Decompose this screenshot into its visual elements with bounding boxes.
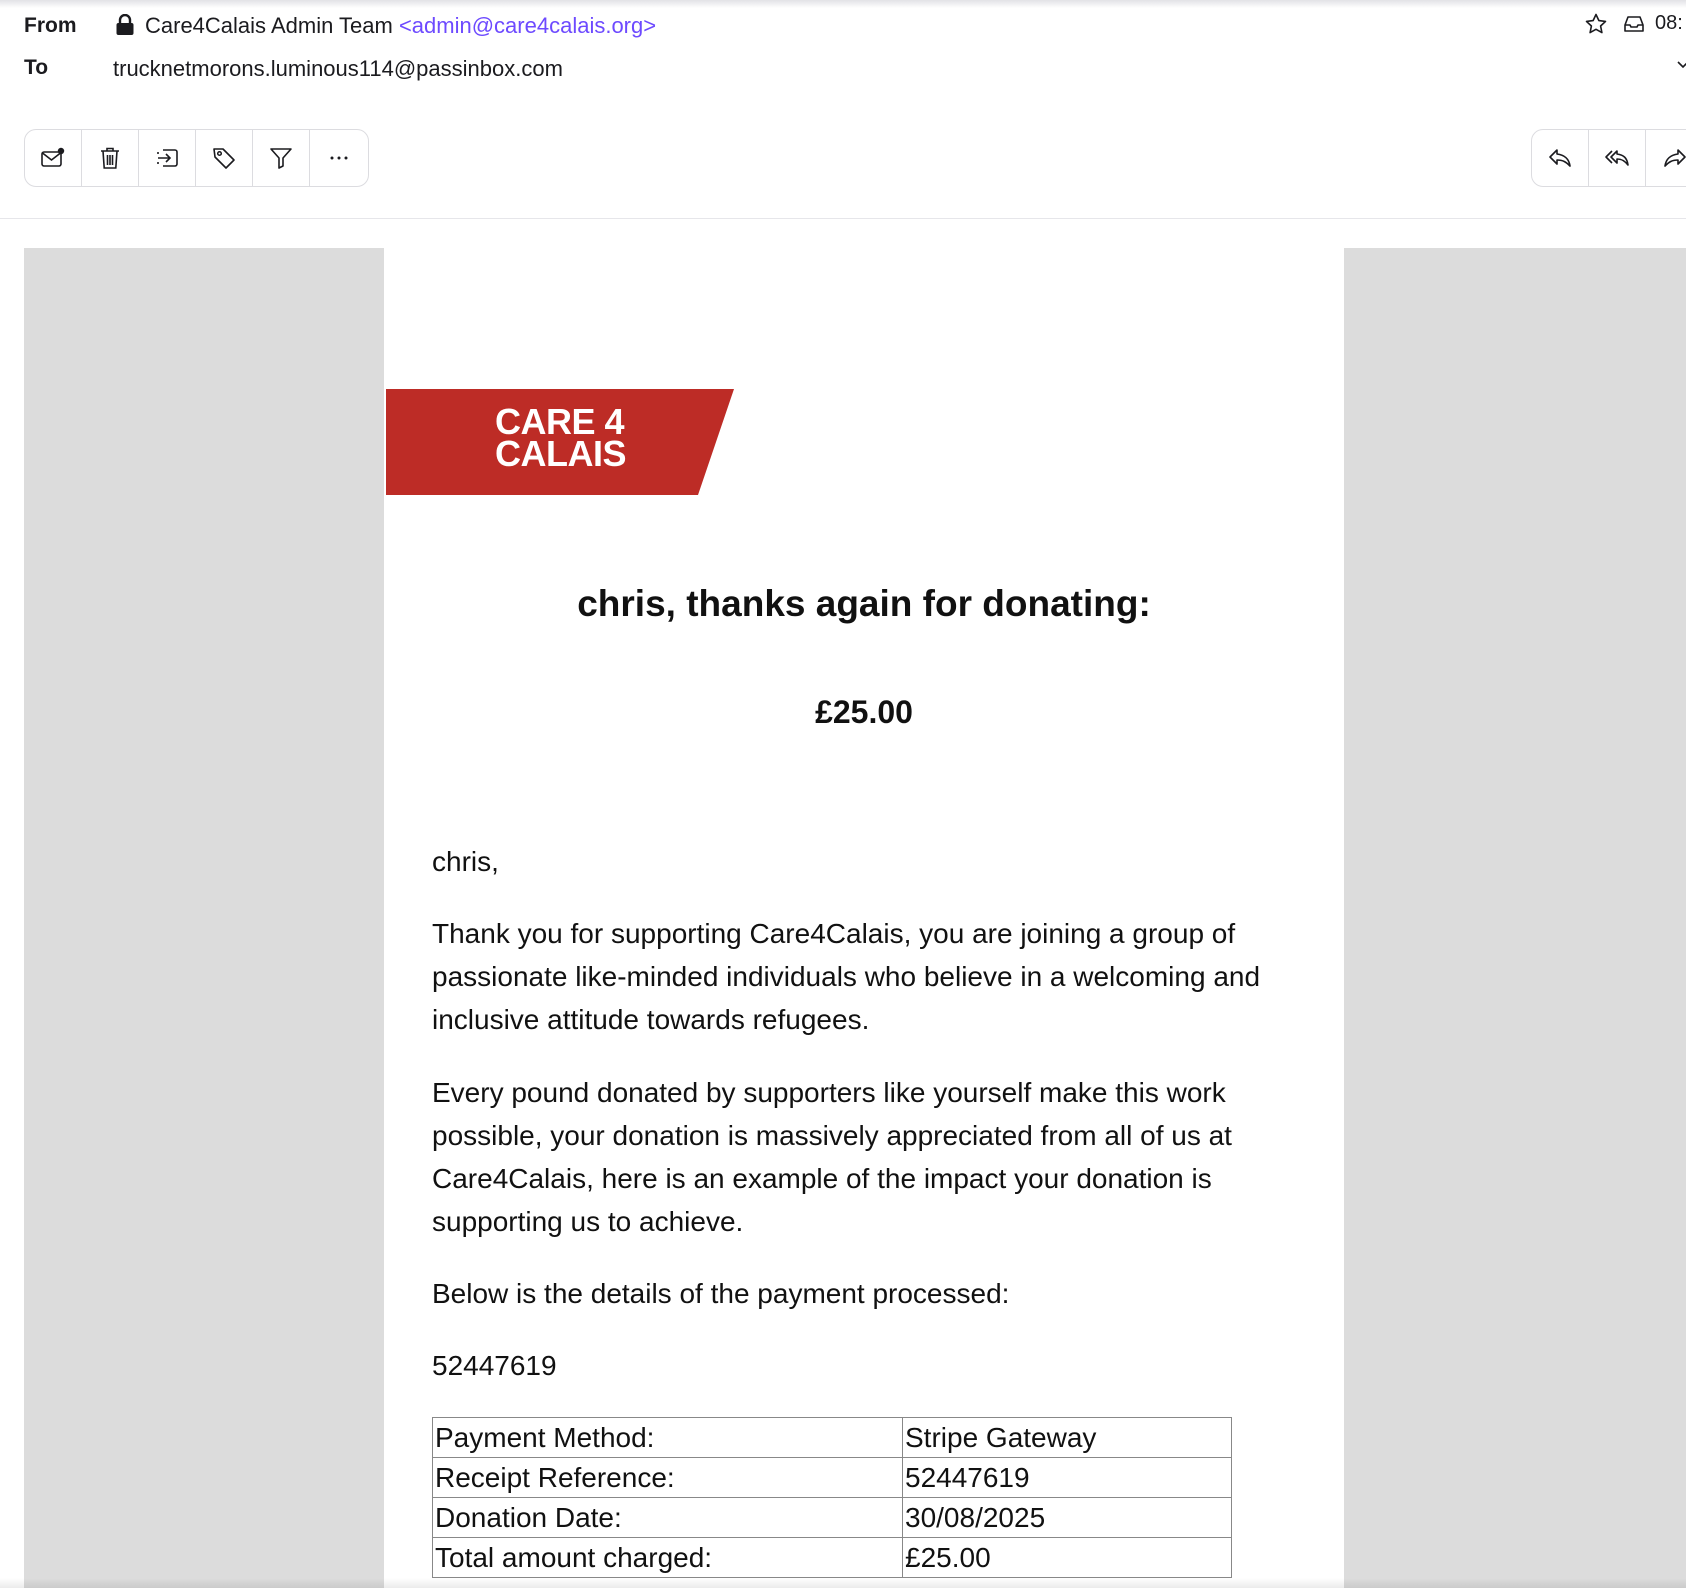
logo-text <box>495 401 626 474</box>
donation-amount: £25.00 <box>815 694 913 730</box>
logo-line-1: CARE 4 <box>495 401 625 442</box>
receipt-label: Payment Method: <box>433 1418 903 1458</box>
receipt-value: £25.00 <box>903 1538 1232 1578</box>
chevron-down-icon[interactable] <box>1676 58 1686 72</box>
to-label: To <box>24 56 49 79</box>
more-icon <box>326 145 352 171</box>
receipt-label: Total amount charged: <box>433 1538 903 1578</box>
recipient-email[interactable]: trucknetmorons.luminous114@passinbox.com <box>113 56 563 81</box>
receipt-label: Receipt Reference: <box>433 1458 903 1498</box>
inbox-icon[interactable] <box>1622 12 1646 36</box>
forward-icon <box>1662 145 1686 171</box>
move-button[interactable] <box>139 130 196 186</box>
message-time: 08: <box>1655 12 1683 34</box>
paragraph-2: Every pound donated by supporters like yourself make this work possible, your donation is massively appreciated from all of us at Care4Calais, here is an example of the impact your donation is supporting us to achieve. <box>432 1077 1232 1237</box>
receipt-label: Donation Date: <box>433 1498 903 1538</box>
lock-icon <box>115 14 135 36</box>
payment-reference: 52447619 <box>432 1350 557 1381</box>
filter-icon <box>268 145 294 171</box>
label-icon <box>211 145 237 171</box>
logo-line-2: CALAIS <box>495 433 626 474</box>
mark-unread-button[interactable] <box>25 130 82 186</box>
table-row <box>433 1498 1232 1538</box>
mark-unread-icon <box>40 145 66 171</box>
filter-button[interactable] <box>253 130 310 186</box>
email-headline: chris, thanks again for donating: <box>577 583 1151 624</box>
move-icon <box>154 145 180 171</box>
label-button[interactable] <box>196 130 253 186</box>
reply-icon <box>1547 145 1573 171</box>
table-row <box>433 1418 1232 1458</box>
reply-all-button[interactable] <box>1589 130 1646 186</box>
from-label: From <box>24 14 77 37</box>
table-row <box>433 1458 1232 1498</box>
sender-email[interactable]: <admin@care4calais.org> <box>398 13 657 38</box>
receipt-value: 30/08/2025 <box>903 1498 1232 1538</box>
receipt-table <box>432 1417 1232 1578</box>
trash-icon <box>97 145 123 171</box>
more-button[interactable] <box>310 130 367 186</box>
reply-toolbar <box>1531 129 1686 187</box>
forward-button[interactable] <box>1646 130 1686 186</box>
reply-button[interactable] <box>1532 130 1589 186</box>
sender[interactable] <box>145 13 656 39</box>
bottom-shadow <box>0 1578 1686 1588</box>
header-divider <box>0 218 1686 219</box>
table-row <box>433 1538 1232 1578</box>
paragraph-3: Below is the details of the payment processed: <box>432 1278 1010 1309</box>
receipt-value: 52447619 <box>903 1458 1232 1498</box>
top-shadow <box>0 0 1686 8</box>
message-toolbar <box>24 129 369 187</box>
greeting: chris, <box>432 846 499 877</box>
sender-name[interactable]: Care4Calais Admin Team <box>145 13 393 38</box>
paragraph-1: Thank you for supporting Care4Calais, you are joining a group of passionate like-minded individuals who believe in a welcoming and inclusive attitude towards refugees. <box>432 918 1261 1035</box>
trash-button[interactable] <box>82 130 139 186</box>
receipt-value: Stripe Gateway <box>903 1418 1232 1458</box>
star-icon[interactable] <box>1584 12 1608 36</box>
reply-all-icon <box>1604 145 1630 171</box>
